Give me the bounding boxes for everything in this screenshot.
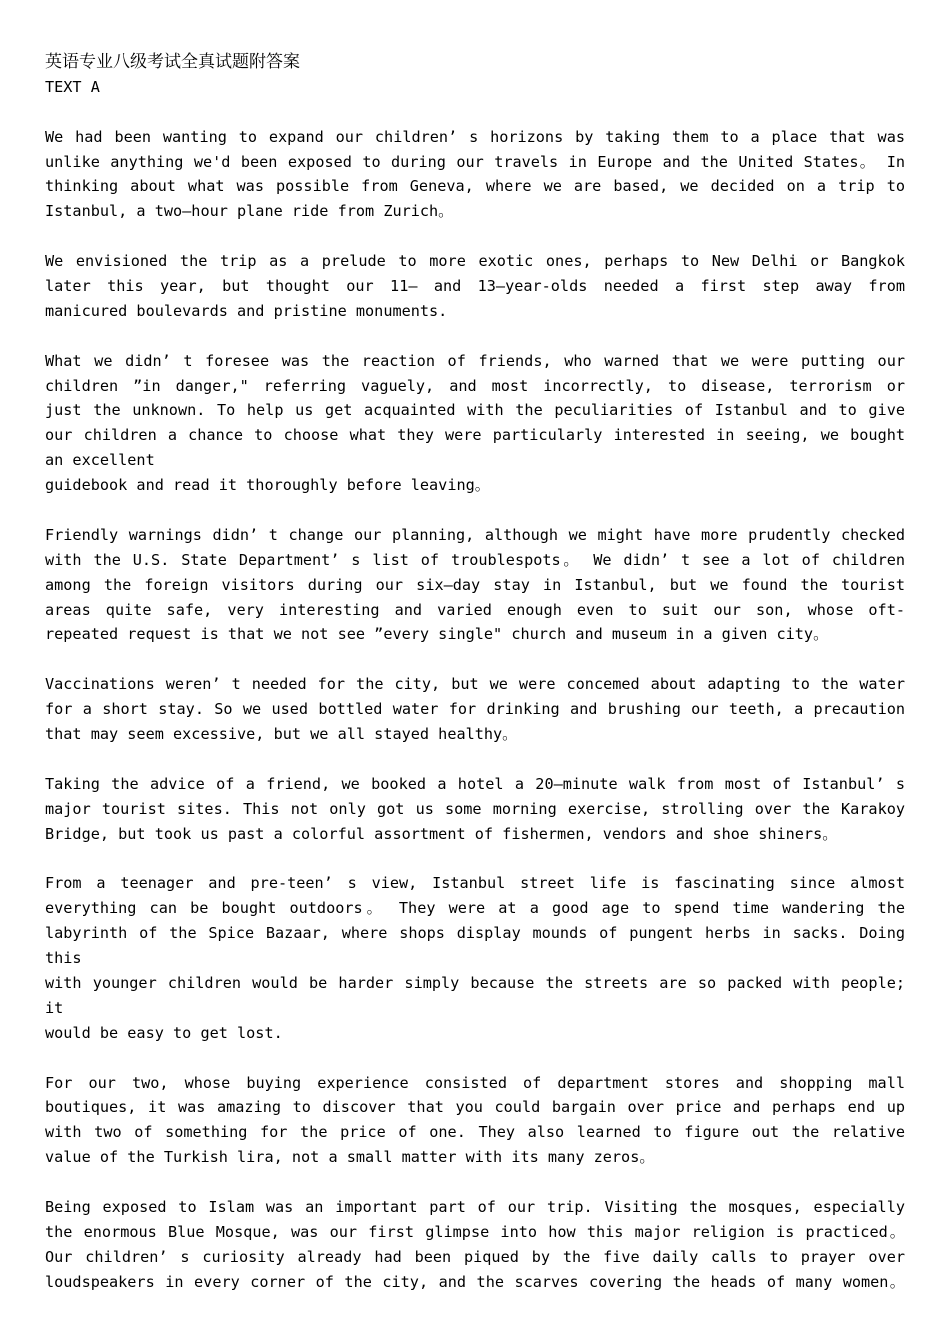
text-line: it: [45, 998, 64, 1017]
text-line: Friendly warnings didn’ t change our planning, although we might have more prudently checked: [45, 525, 905, 544]
text-line: labyrinth of the Spice Bazaar, where shops display mounds of pungent herbs in sacks. Doing: [45, 924, 905, 943]
text-line: Our children’ s curiosity already had been piqued by the five daily calls to prayer over: [45, 1247, 905, 1266]
text-line: For our two, whose buying experience consisted of department stores and shopping mall: [45, 1073, 905, 1092]
text-line: Bridge, but took us past a colorful assortment of fishermen, vendors and shoe shiners。: [45, 824, 838, 843]
text-line: just the unknown. To help us get acquainted with the peculiarities of Istanbul and to give: [45, 401, 905, 420]
text-line: children ”in danger," referring vaguely, and most incorrectly, to disease, terrorism or: [45, 376, 905, 395]
paragraph-6: [45, 772, 905, 847]
text-line: with younger children would be harder simply because the streets are so packed with people;: [45, 973, 905, 992]
paragraph-7: [45, 871, 905, 1045]
text-line: that may seem excessive, but we all stayed healthy。: [45, 725, 518, 744]
document-title: 英语专业八级考试全真试题附答案: [45, 52, 300, 72]
paragraph-5: [45, 672, 905, 747]
text-line: value of the Turkish lira, not a small matter with its many zeros。: [45, 1148, 655, 1167]
text-line: areas quite safe, very interesting and varied enough even to suit our son, whose oft-: [45, 600, 905, 619]
text-line: manicured boulevards and pristine monuments.: [45, 301, 448, 320]
text-line: guidebook and read it thoroughly before leaving。: [45, 476, 490, 495]
paragraph-8: [45, 1071, 905, 1171]
text-line: our children a chance to choose what they were particularly interested in seeing, we bought: [45, 426, 905, 445]
paragraph-3: [45, 349, 905, 498]
paragraph-1: [45, 125, 905, 225]
text-line: thinking about what was possible from Geneva, where we are based, we decided on a trip to: [45, 177, 905, 196]
section-label: TEXT A: [45, 77, 100, 96]
paragraph-9: [45, 1195, 905, 1295]
text-line: We envisioned the trip as a prelude to more exotic ones, perhaps to New Delhi or Bangkok: [45, 252, 905, 271]
paragraph-2: [45, 249, 905, 324]
text-line: What we didn’ t foresee was the reaction of friends, who warned that we were putting our: [45, 351, 905, 370]
text-line: with two of something for the price of one. They also learned to figure out the relative: [45, 1123, 905, 1142]
text-line: everything can be bought outdoors。 They were at a good age to spend time wandering the: [45, 899, 905, 918]
document-page: [45, 50, 905, 1319]
text-line: repeated request is that we not see ”every single" church and museum in a given city。: [45, 625, 829, 644]
text-line: boutiques, it was amazing to discover that you could bargain over price and perhaps end up: [45, 1098, 905, 1117]
text-line: among the foreign visitors during our six—day stay in Istanbul, but we found the tourist: [45, 575, 905, 594]
text-line: loudspeakers in every corner of the city, and the scarves covering the heads of many women。: [45, 1272, 905, 1291]
text-line: unlike anything we'd been exposed to during our travels in Europe and the United States。 In: [45, 152, 905, 171]
text-line: We had been wanting to expand our children’ s horizons by taking them to a place that was: [45, 127, 905, 146]
text-line: From a teenager and pre-teen’ s view, Istanbul street life is fascinating since almost: [45, 874, 905, 893]
text-line: major tourist sites. This not only got us some morning exercise, strolling over the Karakoy: [45, 799, 905, 818]
text-line: later this year, but thought our 11— and 13—year-olds needed a first step away from: [45, 277, 905, 296]
text-line: Istanbul, a two—hour plane ride from Zurich。: [45, 202, 454, 221]
text-line: this: [45, 949, 82, 968]
text-line: the enormous Blue Mosque, was our first glimpse into how this major religion is practiced。: [45, 1222, 905, 1241]
paragraph-4: [45, 523, 905, 647]
text-line: Taking the advice of a friend, we booked a hotel a 20—minute walk from most of Istanbul’ s: [45, 774, 905, 793]
text-line: for a short stay. So we used bottled water for drinking and brushing our teeth, a precaution: [45, 700, 905, 719]
text-line: with the U.S. State Department’ s list of troublespots。 We didn’ t see a lot of children: [45, 550, 905, 569]
text-line: Vaccinations weren’ t needed for the city, but we were concemed about adapting to the water: [45, 675, 905, 694]
text-line: would be easy to get lost.: [45, 1023, 283, 1042]
text-line: an excellent: [45, 451, 155, 470]
text-line: Being exposed to Islam was an important part of our trip. Visiting the mosques, especially: [45, 1197, 905, 1216]
